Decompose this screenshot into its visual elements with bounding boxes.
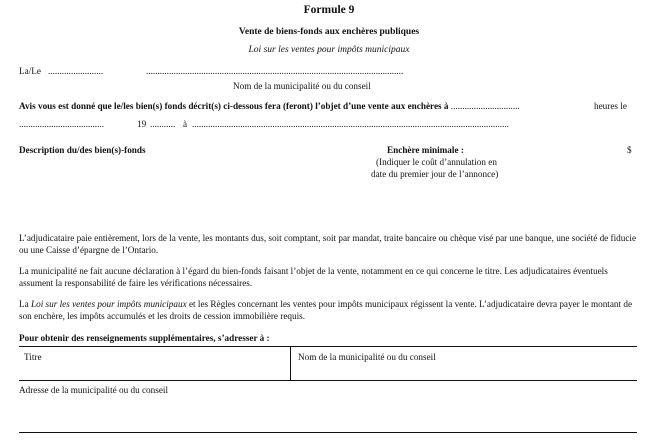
notice-text xyxy=(19,101,520,111)
contact-middle-rule xyxy=(19,380,637,381)
year-prefix: 19 xyxy=(137,119,147,129)
title-field-label: Titre xyxy=(24,352,42,362)
time-fill-line[interactable]: .............................. xyxy=(450,101,520,111)
date-fill-line-2[interactable]: ........... xyxy=(150,119,176,129)
form-title: Formule 9 xyxy=(303,4,355,16)
municipality-fill-line[interactable]: ................................................................................................................ xyxy=(146,66,404,76)
min-bid-note-1: (Indiquer le coût d’annulation en xyxy=(376,157,497,167)
payment-paragraph: L’adjudicataire paie entièrement, lors de la vente, les montants dus, soit comptant, soit par mandat, traite bancaire ou chèque visé par une banque, une société de fiducie ou une Caisse d’épargne de l’Ontario. xyxy=(19,233,637,255)
date-fill-line-1[interactable]: ..................................... xyxy=(19,119,104,129)
contact-heading: Pour obtenir des renseignements supplémentaires, s’adresser à : xyxy=(19,333,270,343)
liability-paragraph: La municipalité ne fait aucune déclaration à l’égard du bien-fonds faisant l’objet de la vente, notamment en ce qui concerne le titre. Les adjudicataires éventuels assument la responsabilité de faire les vérifications nécessaires. xyxy=(19,266,608,288)
min-bid-note-2: date du premier jour de l’annonce) xyxy=(371,169,499,179)
la-le-fill-line[interactable]: ........................ xyxy=(48,66,104,76)
notice-line1: Avis vous est donné que le/les bien(s) fonds décrit(s) ci-dessous fera (feront) l’objet d’une vente aux enchères à xyxy=(19,101,449,111)
contact-bottom-rule xyxy=(19,432,637,433)
contact-top-rule xyxy=(19,346,637,347)
hours-label: heures le xyxy=(594,101,627,111)
description-label: Description du/des bien(s)-fonds xyxy=(19,145,146,155)
law-paragraph-prefix: La xyxy=(19,299,29,309)
a-label: à xyxy=(183,119,188,129)
law-paragraph xyxy=(19,299,641,322)
currency-symbol: $ xyxy=(627,145,632,155)
place-fill-line[interactable]: .......................................................................................................................................... xyxy=(192,119,509,129)
contact-divider xyxy=(290,346,291,381)
law-paragraph-law: Loi sur les ventes pour impôts municipaux xyxy=(31,299,187,309)
law-title: Loi sur les ventes pour impôts municipaux xyxy=(248,45,410,55)
address-field-label: Adresse de la municipalité ou du conseil xyxy=(19,385,169,395)
municipality-field-label: Nom de la municipalité ou du conseil xyxy=(298,352,436,362)
form-subtitle: Vente de biens-fonds aux enchères publiques xyxy=(238,27,420,37)
municipality-caption: Nom de la municipalité ou du conseil xyxy=(233,81,371,91)
law-paragraph-rest: et les Règles concernant les ventes pour impôts municipaux régissent la vente. L’adjudicataire devra payer le montant de son enchère, les impôts accumulés et les droits de cession immobilière requis. xyxy=(19,299,633,321)
la-le-label: La/Le xyxy=(19,66,41,76)
min-bid-label: Enchère minimale : xyxy=(387,145,464,155)
